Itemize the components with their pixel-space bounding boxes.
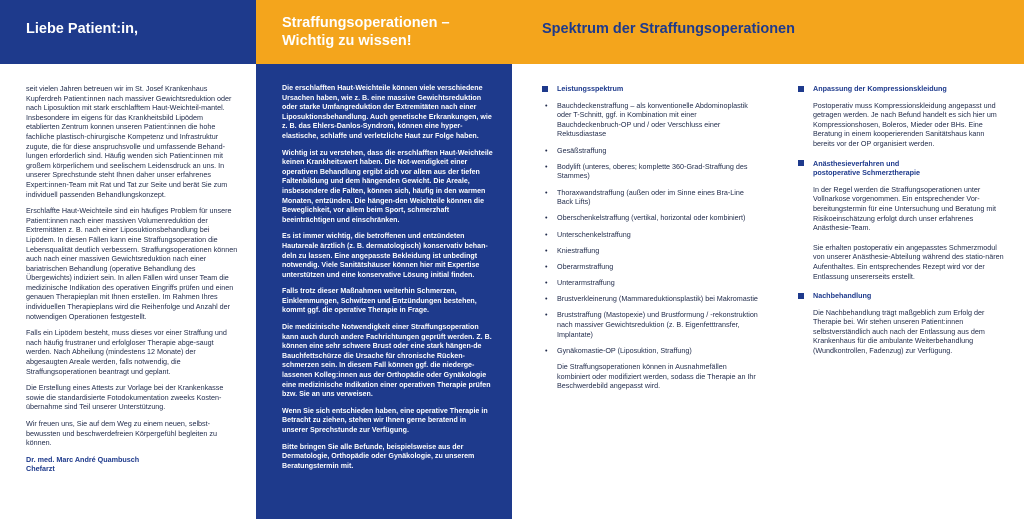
square-bullet-icon xyxy=(542,86,548,92)
section-title: Spektrum der Straffungsoperationen xyxy=(542,21,795,37)
anaesthesie-heading xyxy=(798,159,1004,178)
square-bullet-icon xyxy=(798,293,804,299)
leistung-heading xyxy=(542,84,760,94)
spectrum-column-left xyxy=(542,84,760,391)
paragraph: Bitte bringen Sie alle Befunde, beispielsweise aus der Dermatologie, Orthopädie oder Gynäkologie, zu unserem Beratungstermin mit. xyxy=(282,442,475,470)
header-band xyxy=(256,0,512,64)
nachbehandlung-text: Die Nachbehandlung trägt maßgeblich zum Erfolg der Therapie bei. Wir stehen unseren Patient:innen selbstverständlich auch nach der Entlassung aus dem Krankenhaus für die ambulante Weiterbehandlung (Wundkontrollen, Fadenzug) zur Verfügung. xyxy=(813,307,985,356)
anaesthesie-text-1: In der Regel werden die Straffungsoperationen unter Vollnarkose vorgenommen. Ein entsprechender Vor-bereitungstermin für eine Untersuchung und Beratung mit Risikoeinschätzung erfolgt durch unser erfahrenes Anästhesie-Team. xyxy=(813,184,996,233)
paragraph: Falls ein Lipödem besteht, muss dieses vor einer Straffung und nach häufig frustraner und erfolgloser Therapie abge-saugt werden. Nach Abheilung (mindestens 12 Monate) der abgesaugten Areale werden, falls notwendig, die Straffungsoperationen beantragt und geplant. xyxy=(26,328,227,376)
nachbehandlung-heading-text: Nachbehandlung xyxy=(813,291,872,301)
anaesthesie-heading-line-1: Anästhesieverfahren und xyxy=(813,158,900,168)
list-item: • Gesäßstraffung xyxy=(542,146,760,156)
paragraph: Wir freuen uns, Sie auf dem Weg zu einem neuen, selbst-bewussten und beschwerdefreien Körpergefühl begleiten zu können. xyxy=(26,419,217,448)
header-band xyxy=(512,0,1024,64)
square-bullet-icon xyxy=(798,86,804,92)
list-item: • Thoraxwandstraffung (außen oder im Sinne eines Bra-Line Back Lifts) xyxy=(542,188,760,207)
paragraph: Die erschlafften Haut-Weichteile können viele verschiedene Ursachen haben, wie z. B. eine massive Gewichtsreduktion oder starke Umfangreduktion der Extremitäten nach einer Liposuktionsbehandlung. Auch genetische Erkrankungen, wie z. B. das Ehlers-Danlos-Syndrom, können eine hyper-elastische, schlaffe und verletzliche Haut zur Folge haben. xyxy=(282,84,492,140)
panel-intro xyxy=(0,0,256,519)
title-line-1: Straffungsoperationen – xyxy=(282,15,450,31)
signature-role: Chefarzt xyxy=(26,464,55,474)
paragraph: Es ist immer wichtig, die betroffenen und entzündeten Hautareale ärztlich (z. B. dermatologisch) konservativ behan-deln zu lassen. Eine angepasste Bekleidung ist unbedingt notwendig. Viele Sanitätshäuser können hier mit Expertise unterstützen und eine konservative Lösung initial finden. xyxy=(282,232,488,279)
page-title: Liebe Patient:in, xyxy=(26,21,138,37)
spectrum-column-right xyxy=(798,84,1004,366)
anaesthesie-heading-text xyxy=(813,159,920,178)
header-band xyxy=(0,0,256,64)
kompression-text: Postoperativ muss Kompressionskleidung angepasst und getragen werden. Je nach Befund handelt es sich hier um Kompressionshosen, Boleros, Mieder oder BHs. Eine Beratung in einem kooperierenden Sanitätshaus kann bereits vor der OP organisiert werden. xyxy=(813,100,997,148)
paragraph: Falls trotz dieser Maßnahmen weiterhin Schmerzen, Einklemmungen, Schwitzen und Entzündungen bestehen, kommt ggf. die operative Therapie in Frage. xyxy=(282,287,477,315)
kompression-heading-text: Anpassung der Kompressionskleidung xyxy=(813,84,947,93)
list-item: • Bodylift (unteres, oberes; komplette 360-Grad-Straffung des Stammes) xyxy=(542,162,760,181)
panel-spectrum xyxy=(512,0,1024,519)
list-item: • Unterschenkelstraffung xyxy=(542,230,760,240)
list-item: • Unterarmstraffung xyxy=(542,278,760,288)
leistung-list xyxy=(542,101,760,356)
title-line-2: Wichtig zu wissen! xyxy=(282,33,412,49)
list-item: • Gynäkomastie-OP (Liposuktion, Straffung) xyxy=(542,346,760,356)
anaesthesie-heading-line-2: postoperative Schmerztherapie xyxy=(813,168,921,178)
nachbehandlung-heading xyxy=(798,291,1004,301)
leistung-heading-text: Leistungsspektrum xyxy=(557,84,624,93)
signature-name: Dr. med. Marc André Quambusch xyxy=(26,454,140,464)
list-item: • Oberarmstraffung xyxy=(542,262,760,272)
paragraph: Die medizinische Notwendigkeit einer Straffungsoperation kann auch durch andere Fachrichtungen geprüft werden. Z. B. können eine sehr schwere Brust oder eine stark hängen-de Bauchfettschürze die Ursache für chronische Rücken-schmerzen sein. In diesem Fall können ggf. die niederge-lassenen Kolleg:innen aus der Orthopädie oder Gynäkologie eine medizinische Indikation einer operativen Therapie prüfen bzw. Sie an uns verweisen. xyxy=(282,323,492,399)
leistung-note: Die Straffungsoperationen können in Ausnahmefällen kombiniert oder modifiziert werden, sodass die Therapie an Ihr Beschwerdebild angepasst wird. xyxy=(557,362,756,391)
panel-important xyxy=(256,0,512,519)
list-item: • Brustverkleinerung (Mammareduktionsplastik) bei Makromastie xyxy=(542,294,760,304)
paragraph: Wenn Sie sich entschieden haben, eine operative Therapie in Betracht zu ziehen, stehen wir Ihnen gerne beratend in unserer Sprechstunde zur Verfügung. xyxy=(282,406,488,434)
square-bullet-icon xyxy=(798,160,804,166)
list-item: • Kniestraffung xyxy=(542,246,760,256)
intro-column xyxy=(26,84,238,474)
paragraph: Die Erstellung eines Attests zur Vorlage bei der Krankenkasse sowie die standardisierte Fotodokumentation zweeks Kosten-übernahme sind Teil unserer Unterstützung. xyxy=(26,383,224,412)
section-title xyxy=(282,14,450,50)
paragraph: seit vielen Jahren betreuen wir im St. Josef Krankenhaus Kupferdreh Patient:innen nach massiver Gewichtsreduktion oder nach Liposuktion mit stark erschlafftem Haut-Weichteil-mantel. Insbesondere im eigens für das Krankheitsbild Lipödem etablierten Zentrum konnen unseren Patient:innen die hohe fachliche plastisch-chirurgische Kompetenz und Infrastruktur zugute, die für diese anspruchsvolle und umfassende Behand-lungen erforderlich sind. Häufig wenden sich Patient:innen mit großem körperlichem und seelischem Leidensdruck an uns. In unserer Sprechstunde steht Ihnen daher unser erfahrenes Expert:innen-Team mit Rat und Tat zur Seite und berät Sie zum individuell passenden Behandlungskonzept. xyxy=(26,84,232,199)
list-item: • Bruststraffung (Mastopexie) und Brustformung / -rekonstruktion nach massiver Gewichtsreduktion (z. B. Eigenfetttransfer, Implantate) xyxy=(542,310,760,339)
anaesthesie-text-2: Sie erhalten postoperativ ein angepasstes Schmerzmodul von unserer Anästhesie-Abteilung während des statio-nären Aufenthaltes. Ein entsprechendes Rezept wird vor der Entlassung unsererseits erstellt. xyxy=(813,242,1004,281)
list-item: • Bauchdeckenstraffung – als konventionelle Abdominoplastik oder T-Schnitt, ggf. in Kombination mit einer Bauchdeckenbruch-OP und / oder Verschluss einer Rektusdiastase xyxy=(542,101,760,139)
paragraph: Wichtig ist zu verstehen, dass die erschlafften Haut-Weichteile keinen Krankheitswert haben. Die Not-wendigkeit einer operativen Behandlung ergibt sich vor allem aus der tiefen Faltenbildung und dem hängenden Gewicht. Die Areale, insbesondere die Falten, können sich, häufig in den warmen Monaten, entzünden. Die hängen-den Weichteile können die Beweglichkeit, vor allem beim Sport, schmerzhaft beeinträchtigen und einschränken. xyxy=(282,148,493,224)
important-column xyxy=(282,84,494,478)
paragraph: Erschlaffte Haut-Weichteile sind ein häufiges Problem für unsere Patient:innen nach einer massiven Volumenreduktion der Extremitäten z. B. nach einer Liposuktionsbehandlung bei Lipödem. In diesen Fällen kann eine Straffungsoperation die Lebensqualität deutlich verbessern. Straffungsoperationen können auch nach einer massiven Gewichtsreduktion nach einer bariatrischen Behandlung (operative Behandlung des Übergewichts) indiziert sein. In allen Fällen wird unser Team die medizinische Indikation des operativen Eingriffs prüfen und einen genauen Therapieplan mit Ihnen erstellen. Im Rahmen Ihres individuellen Therapieplans wird die Reihenfolge und Anzahl der notwendigen Operationen festgestellt. xyxy=(26,206,238,321)
kompression-heading xyxy=(798,84,1004,94)
list-item: • Oberschenkelstraffung (vertikal, horizontal oder kombiniert) xyxy=(542,213,760,223)
